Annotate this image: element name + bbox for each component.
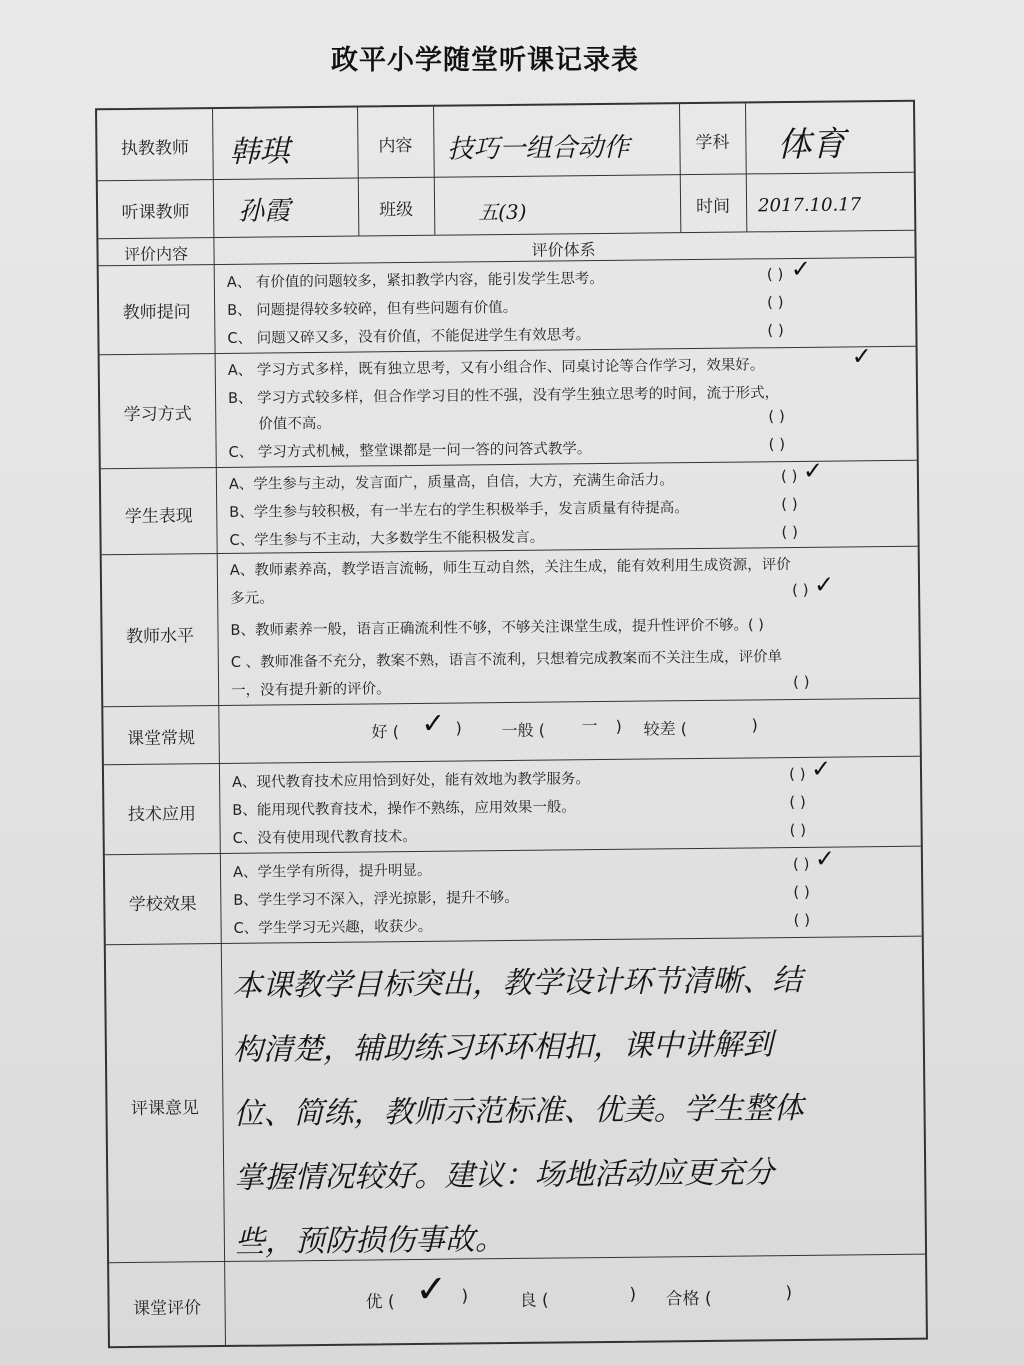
section-label-questioning: 教师提问 — [122, 302, 191, 324]
form-title: 政平小学随堂听课记录表 — [331, 45, 639, 76]
section-label-student: 学生表现 — [124, 506, 193, 528]
rating-excellent-close: ) — [461, 1286, 469, 1307]
subject-value: 体育 — [777, 124, 846, 166]
learning-option-c: C、 学习方式机械，整堂课都是一问一答的问答式教学。 — [228, 441, 592, 461]
questioning-option-b: B、 问题提得较多较碎，但有些问题有价值。 — [227, 299, 518, 319]
learning-option-b-line1: B、 学习方式较多样，但合作学习目的性不强，没有学生独立思考的时间，流于形式， — [227, 385, 780, 407]
content-value: 技巧一组合动作 — [447, 132, 630, 165]
paren: ( ) — [792, 854, 810, 874]
teacher-value: 韩琪 — [229, 134, 290, 170]
paren: ( ) — [781, 522, 799, 542]
routine-poor-close: ) — [751, 715, 758, 735]
routine-average-close: ) — [615, 716, 622, 736]
column-header-criteria: 评价内容 — [123, 244, 189, 264]
rating-good: 良 ( — [519, 1290, 549, 1311]
paren: ( ) — [767, 321, 784, 340]
observer-value: 孙霞 — [237, 196, 291, 227]
teacher-option-c-line1: C 、教师准备不充分，教案不熟，语言不流利，只想着完成教案而不关注生成，评价单 — [230, 649, 783, 671]
paren: ( ) — [793, 882, 810, 902]
learning-option-a: A、 学习方式多样，既有独立思考，又有小组合作、同桌讨论等合作学习，效果好。 — [227, 357, 765, 379]
paren: ( ) — [789, 792, 806, 812]
paren: ( ) — [768, 407, 785, 426]
paren: ( ) — [792, 580, 809, 600]
check-mark: ✓ — [415, 1266, 448, 1312]
tech-option-a: A、现代教育技术应用恰到好处，能有效地为教学服务。 — [232, 771, 591, 791]
column-header-system: 评价体系 — [531, 240, 596, 260]
student-option-b: B、学生参与较积极，有一半左右的学生积极举手，发言质量有待提高。 — [229, 500, 689, 521]
effect-option-a: A、学生学有所得，提升明显。 — [232, 862, 432, 881]
check-mark: ✓ — [802, 456, 824, 485]
paren: ( ) — [792, 672, 810, 692]
rating-pass-close: ) — [785, 1283, 793, 1304]
check-mark: ✓ — [813, 570, 835, 599]
paren: ( ) — [789, 820, 807, 840]
rating-pass: 合格 ( — [665, 1288, 712, 1310]
subject-label: 学科 — [695, 132, 730, 154]
student-option-c: C、学生参与不主动，大多数学生不能积极发言。 — [229, 529, 545, 549]
routine-average-dash: 一 — [581, 716, 598, 736]
check-mark: ✓ — [851, 342, 872, 371]
learning-option-b-line2: 价值不高。 — [258, 415, 331, 433]
class-value: 五(3) — [478, 199, 527, 225]
section-label-teacher: 教师水平 — [125, 626, 195, 647]
section-label-learning: 学习方式 — [123, 404, 192, 426]
tech-option-c: C、没有使用现代教育技术。 — [232, 828, 417, 847]
tech-option-b: B、能用现代教育技术，操作不熟练，应用效果一般。 — [232, 799, 576, 819]
teacher-option-b: B、教师素养一般，语言正确流利性不够，不够关注课堂生成，提升性评价不够。( ) — [230, 617, 764, 639]
routine-good: 好 ( — [371, 722, 400, 742]
comments-handwriting: 本课教学目标突出，教学设计环节清晰、结构清楚，辅助练习环环相扣，课中讲解到位、简练，教师示范标准、优美。学生整体掌握情况较好。建议：场地活动应更充分些，预防损伤事故。 — [232, 962, 804, 1260]
content-label: 内容 — [378, 135, 413, 157]
effect-option-b: B、学生学习不深入，浮光掠影，提升不够。 — [233, 889, 519, 909]
teacher-label: 执教教师 — [120, 138, 190, 160]
rating-excellent: 优 ( — [365, 1292, 395, 1313]
section-label-tech: 技术应用 — [127, 804, 197, 825]
routine-average: 一般 ( — [501, 720, 546, 741]
teacher-option-a-line1: A、教师素养高，教学语言流畅，师生互动自然，关注生成，能有效利用生成资源，评价 — [229, 557, 791, 579]
routine-good-close: ) — [455, 718, 462, 738]
student-option-a: A、学生参与主动，发言面广，质量高，自信，大方，充满生命活力。 — [228, 472, 674, 493]
section-label-comments: 评课意见 — [130, 1098, 200, 1119]
observer-label: 听课教师 — [121, 202, 190, 224]
check-mark: ✓ — [421, 706, 446, 740]
paren: ( ) — [766, 265, 784, 284]
paren: ( ) — [780, 466, 798, 486]
paren: ( ) — [781, 494, 798, 514]
time-label: 时间 — [695, 196, 731, 218]
teacher-option-c-line2: 一，没有提升新的评价。 — [231, 681, 391, 699]
questioning-option-a: A、 有价值的问题较多，紧扣教学内容，能引发学生思考。 — [226, 270, 604, 291]
questioning-option-c: C、 问题又碎又多，没有价值，不能促进学生有效思考。 — [227, 327, 591, 347]
section-label-routine: 课堂常规 — [127, 728, 196, 749]
routine-poor: 较差 ( — [643, 719, 687, 739]
rating-good-close: ) — [629, 1284, 637, 1305]
paren: ( ) — [788, 764, 806, 784]
check-mark: ✓ — [814, 844, 836, 873]
time-value: 2017.10.17 — [757, 194, 862, 217]
paren: ( ) — [793, 910, 811, 930]
class-label: 班级 — [379, 199, 414, 221]
teacher-option-a-line2: 多元。 — [230, 590, 274, 607]
paren: ( ) — [768, 435, 786, 454]
effect-option-c: C、学生学习无兴趣，收获少。 — [233, 918, 433, 937]
section-label-effect: 学校效果 — [128, 894, 197, 915]
paren: ( ) — [766, 293, 784, 312]
check-mark: ✓ — [810, 754, 832, 783]
section-label-rating: 课堂评价 — [132, 1298, 202, 1319]
check-mark: ✓ — [790, 254, 811, 284]
evaluation-form — [95, 100, 928, 1349]
